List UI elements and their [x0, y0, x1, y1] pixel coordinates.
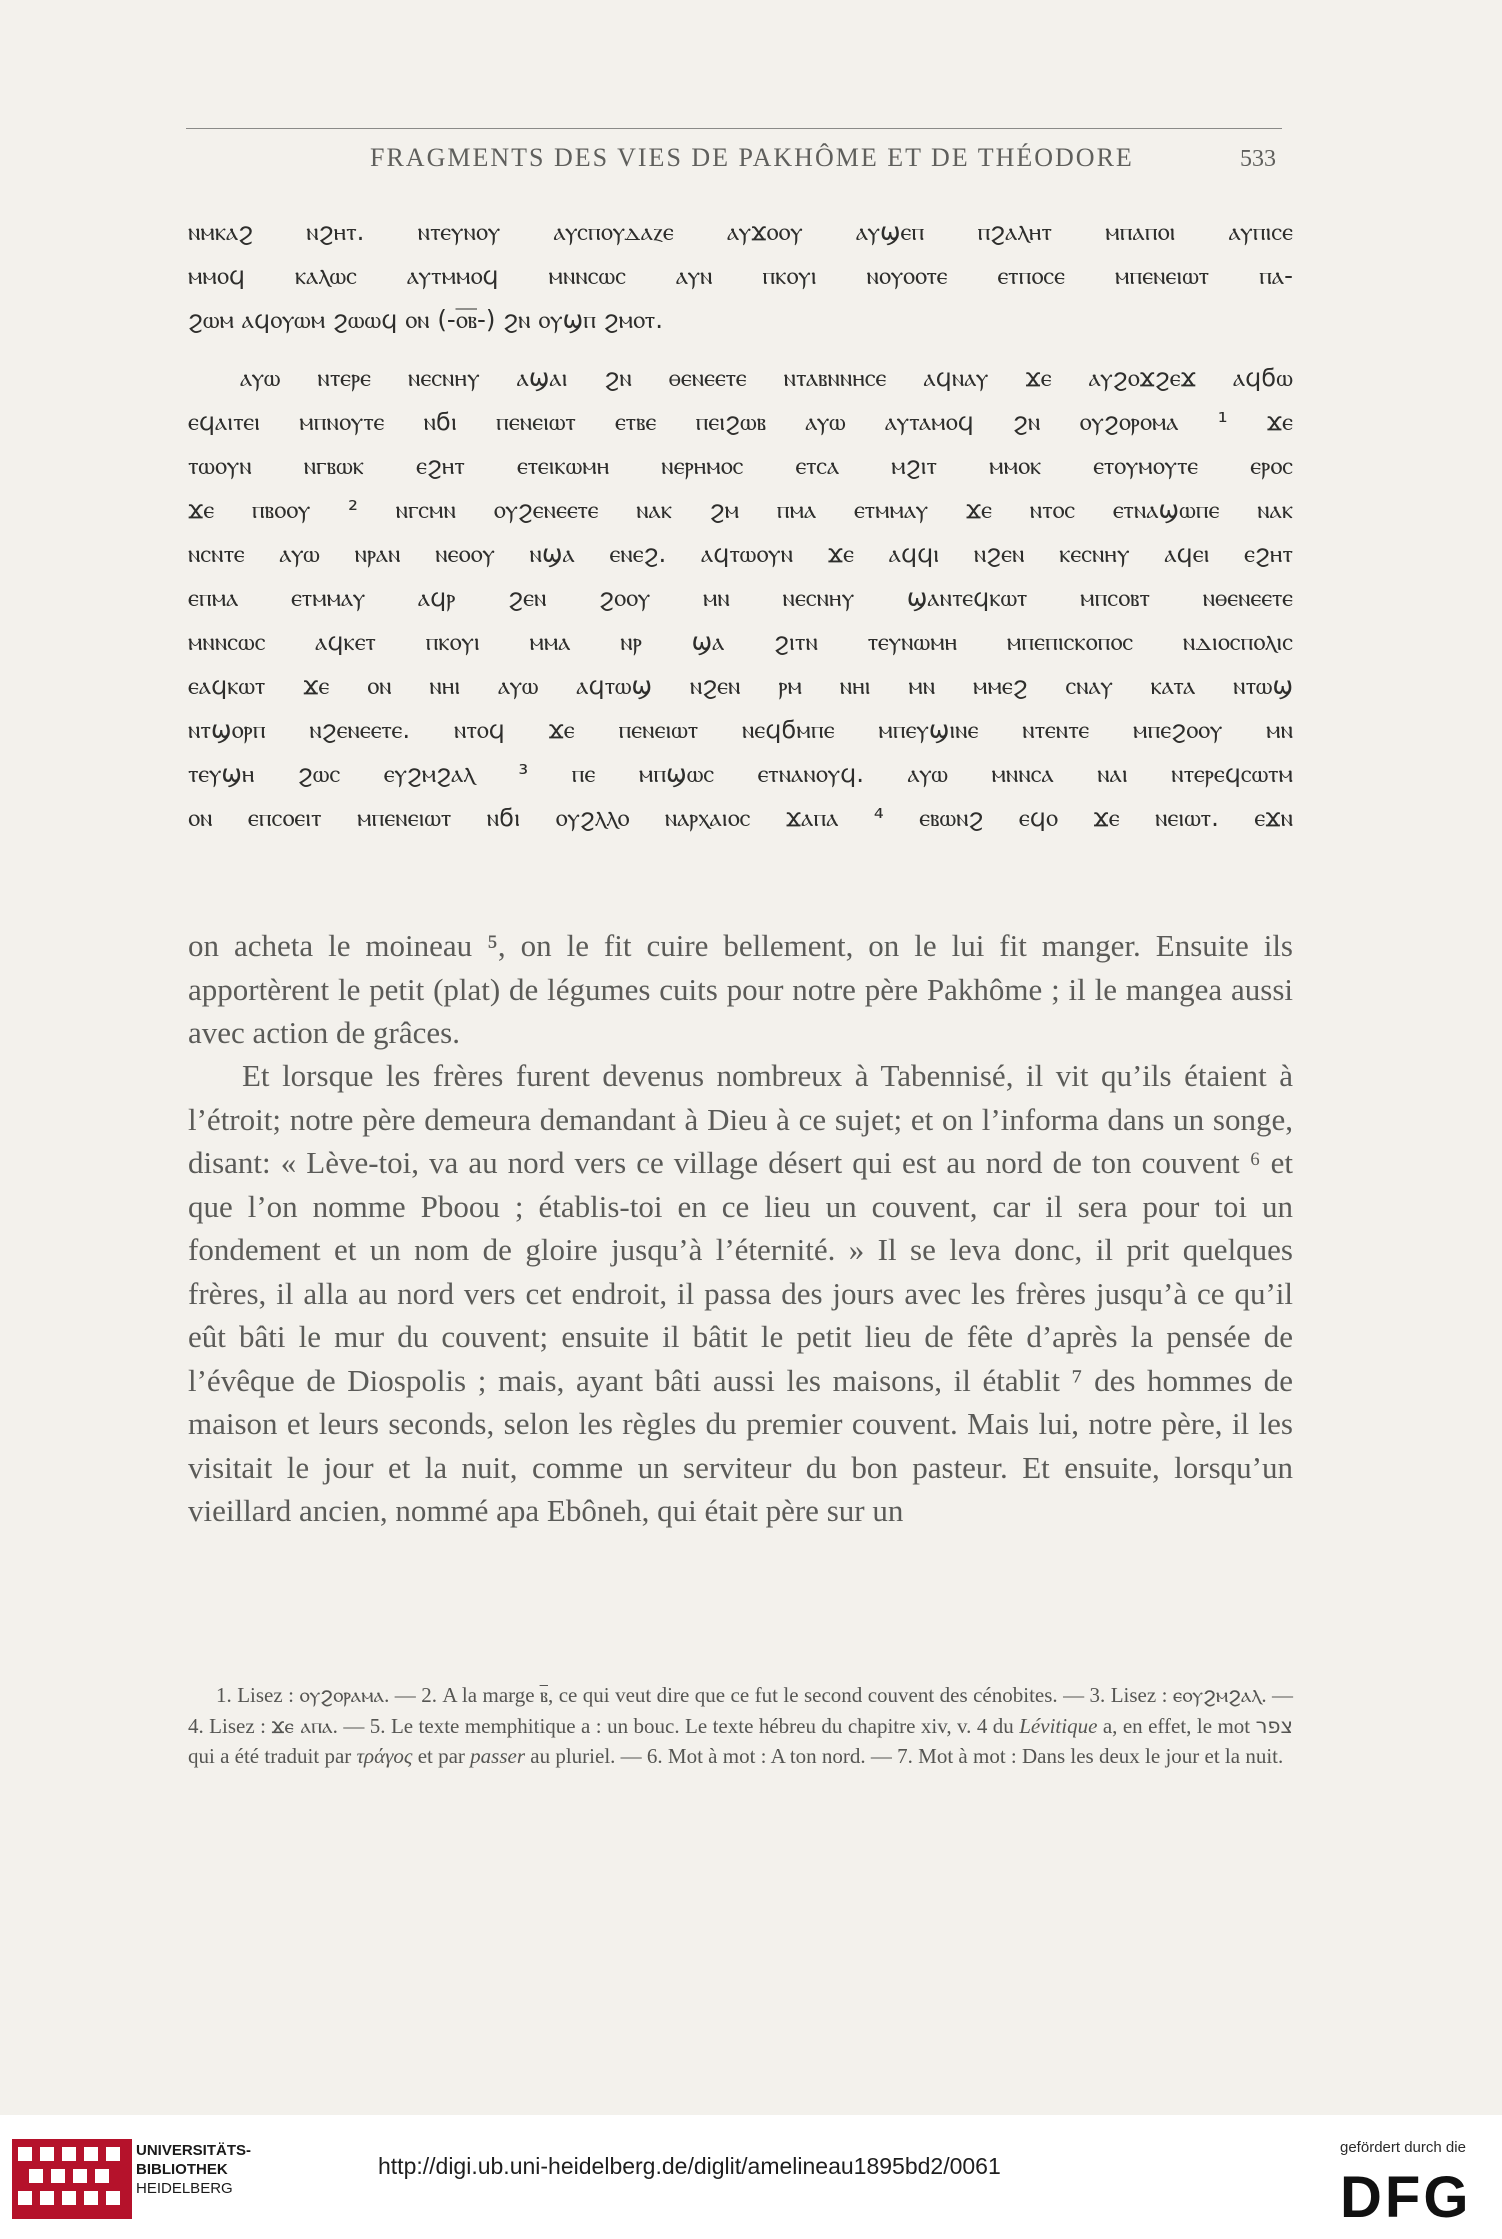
- coptic-line: ⲛⲧϣⲟⲣⲡ ⲛϩⲉⲛⲉⲉⲧⲉ. ⲛⲧⲟϥ ϫⲉ ⲡⲉⲛⲉⲓⲱⲧ ⲛⲉϥϭⲙⲡⲉ ⲙⲡⲉⲩϣⲓⲛⲉ ⲛⲧⲉⲛⲧⲉ ⲙⲡⲉϩⲟⲟⲩ ⲙⲛ: [188, 715, 1293, 744]
- italic-word: passer: [470, 1744, 526, 1768]
- library-name: UNIVERSITÄTS- BIBLIOTHEK HEIDELBERG: [136, 2142, 252, 2197]
- greek-word: τράγος: [356, 1744, 413, 1768]
- ub-heidelberg-logo-icon: [12, 2139, 132, 2219]
- coptic-line: ϫⲉ ⲡⲃⲟⲟⲩ ² ⲛⲅⲥⲙⲛ ⲟⲩϩⲉⲛⲉⲉⲧⲉ ⲛⲁⲕ ϩⲙ ⲡⲙⲁ ⲉⲧⲙⲙⲁⲩ ϫⲉ ⲛⲧⲟⲥ ⲉⲧⲛⲁϣⲱⲡⲉ ⲛⲁⲕ: [188, 495, 1293, 524]
- viewer-footer: [0, 2115, 1502, 2239]
- coptic-line: ⲉϥⲁⲓⲧⲉⲓ ⲙⲡⲛⲟⲩⲧⲉ ⲛϭⲓ ⲡⲉⲛⲉⲓⲱⲧ ⲉⲧⲃⲉ ⲡⲉⲓϩⲱⲃ ⲁⲩⲱ ⲁⲩⲧⲁⲙⲟϥ ϩⲛ ⲟⲩϩⲟⲣⲟⲙⲁ ¹ ϫⲉ: [188, 407, 1293, 436]
- italic-title: Lévitique: [1019, 1713, 1098, 1738]
- coptic-paragraph-2: [188, 356, 1293, 840]
- running-head: FRAGMENTS DES VIES DE PAKHÔME ET DE THÉODORE: [370, 143, 1134, 172]
- coptic-line: ⲛⲥⲛⲧⲉ ⲁⲩⲱ ⲛⲣⲁⲛ ⲛⲉⲟⲟⲩ ⲛϣⲁ ⲉⲛⲉϩ. ⲁϥⲧⲱⲟⲩⲛ ϫⲉ ⲁϥϥⲓ ⲛϩⲉⲛ ⲕⲉⲥⲛⲏⲩ ⲁϥⲉⲓ ⲉϩⲏⲧ: [188, 539, 1293, 568]
- french-text: Et lorsque les frères furent devenus nombreux à Tabennisé, il vit qu’ils étaient à l’étroit; notre père demeura demandant à Dieu à ce sujet; et on l’informa dans un songe, disant: « Lève-toi, va au nord vers ce village désert qui est au nord de ton couvent ⁶ et que l’on nomme Pboou ; établis-toi en ce lieu un couvent, car il sera pour toi un fondement et un nom de gloire jusqu’à l’éternité. » Il se leva donc, il prit quelques frères, il alla au nord vers cet endroit, il passa des jours avec les frères jusqu’à ce qu’il eût bâti le mur du couvent; ensuite il bâtit le petit lieu de fête d’après la pensée de l’évêque de Diospolis ; mais, ayant bâti aussi les maisons, il établit ⁷ des hommes de maison et leurs seconds, selon les règles du premier couvent. Mais lui, notre père, il les visitait le jour et la nuit, comme un serviteur du bon pasteur. Et ensuite, lorsqu’un vieillard ancien, nommé apa Ebôneh, qui était père sur un: [188, 1058, 1293, 1528]
- coptic-line: ⲉⲡⲙⲁ ⲉⲧⲙⲙⲁⲩ ⲁϥⲣ ϩⲉⲛ ϩⲟⲟⲩ ⲙⲛ ⲛⲉⲥⲛⲏⲩ ϣⲁⲛⲧⲉϥⲕⲱⲧ ⲙⲡⲥⲟⲃⲧ ⲛⲑⲉⲛⲉⲉⲧⲉ: [188, 583, 1293, 612]
- coptic-fragment: ϫⲉ ⲁⲡⲁ: [271, 1713, 333, 1738]
- coptic-fragment: ⲟⲩϩⲟⲣⲁⲙⲁ: [299, 1683, 385, 1707]
- funder-label: gefördert durch die: [1340, 2139, 1466, 2156]
- coptic-fragment: ⲃ̅: [540, 1683, 549, 1707]
- coptic-paragraph-1: [188, 210, 1293, 342]
- coptic-line: ϩⲱⲙ ⲁϥⲟⲩⲱⲙ ϩⲱⲱϥ ⲟⲛ (-ⲟ̅ⲃ̅-) ϩⲛ ⲟⲩϣⲡ ϩⲙⲟⲧ.: [188, 305, 664, 334]
- coptic-line: ⲟⲛ ⲉⲡⲥⲟⲉⲓⲧ ⲙⲡⲉⲛⲉⲓⲱⲧ ⲛϭⲓ ⲟⲩϩⲗⲗⲟ ⲛⲁⲣⲭⲁⲓⲟⲥ ϫⲁⲡⲁ ⁴ ⲉⲃⲱⲛϩ ⲉϥⲟ ϫⲉ ⲛⲉⲓⲱⲧ. ⲉϫⲛ: [188, 803, 1293, 832]
- french-paragraph-2: [188, 1054, 1293, 1533]
- coptic-line: ⲧⲉⲩϣⲏ ϩⲱⲥ ⲉⲩϩⲙϩⲁⲗ ³ ⲡⲉ ⲙⲡϣⲱⲥ ⲉⲧⲛⲁⲛⲟⲩϥ. ⲁⲩⲱ ⲙⲛⲛⲥⲁ ⲛⲁⲓ ⲛⲧⲉⲣⲉϥⲥⲱⲧⲙ: [188, 759, 1293, 788]
- permalink-url[interactable]: http://digi.ub.uni-heidelberg.de/diglit/amelineau1895bd2/0061: [378, 2153, 1001, 2179]
- dfg-logo: DFG: [1340, 2165, 1472, 2230]
- coptic-line: ⲉⲁϥⲕⲱⲧ ϫⲉ ⲟⲛ ⲛⲏⲓ ⲁⲩⲱ ⲁϥⲧⲱϣ ⲛϩⲉⲛ ⲣⲙ ⲛⲏⲓ ⲙⲛ ⲙⲙⲉϩ ⲥⲛⲁⲩ ⲕⲁⲧⲁ ⲛⲧⲱϣ: [188, 671, 1293, 700]
- coptic-line: ⲁⲩⲱ ⲛⲧⲉⲣⲉ ⲛⲉⲥⲛⲏⲩ ⲁϣⲁⲓ ϩⲛ ⲑⲉⲛⲉⲉⲧⲉ ⲛⲧⲁⲃⲛⲛⲏⲥⲉ ⲁϥⲛⲁⲩ ϫⲉ ⲁⲩϩⲟϫϩⲉϫ ⲁϥϭⲱ: [240, 363, 1293, 392]
- header-rule: [186, 128, 1282, 129]
- coptic-line: ⲛⲙⲕⲁϩ ⲛϩⲏⲧ. ⲛⲧⲉⲩⲛⲟⲩ ⲁⲩⲥⲡⲟⲩⲇⲁⲍⲉ ⲁⲩϫⲟⲟⲩ ⲁⲩϣⲉⲡ ⲡϩⲁⲗⲏⲧ ⲙⲡⲁⲡⲟⲓ ⲁⲩⲡⲓⲥⲉ: [188, 217, 1293, 246]
- coptic-line: ⲙⲙⲟϥ ⲕⲁⲗⲱⲥ ⲁⲩⲧⲙⲙⲟϥ ⲙⲛⲛⲥⲱⲥ ⲁⲩⲛ ⲡⲕⲟⲩⲓ ⲛⲟⲩⲟⲟⲧⲉ ⲉⲧⲡⲟⲥⲉ ⲙⲡⲉⲛⲉⲓⲱⲧ ⲡⲁ-: [188, 261, 1293, 290]
- coptic-line: ⲙⲛⲛⲥⲱⲥ ⲁϥⲕⲉⲧ ⲡⲕⲟⲩⲓ ⲙⲙⲁ ⲛⲣ ϣⲁ ϩⲓⲧⲛ ⲧⲉⲩⲛⲱⲙⲏ ⲙⲡⲉⲡⲓⲥⲕⲟⲡⲟⲥ ⲛⲇⲓⲟⲥⲡⲟⲗⲓⲥ: [188, 627, 1293, 656]
- french-paragraph-1: [188, 924, 1293, 1055]
- footnote-text: 1. Lisez : ⲟⲩϩⲟⲣⲁⲙⲁ. — 2. A la marge ⲃ̅, ce qui veut dire que ce fut le second couvent des cénobites. — 3. Lisez : ⲉⲟⲩϩⲙϩⲁⲗ. — 4. Lisez : ϫⲉ ⲁⲡⲁ. — 5. Le texte memphitique a : un bouc. Le texte hébreu du chapitre xiv, v. 4 du Lévitique a, en effet, le mot צפר qui a été traduit par τράγος et par passer au pluriel. — 6. Mot à mot : A ton nord. — 7. Mot à mot : Dans les deux le jour et la nuit.: [188, 1683, 1294, 1768]
- coptic-line: ⲧⲱⲟⲩⲛ ⲛⲅⲃⲱⲕ ⲉϩⲏⲧ ⲉⲧⲉⲓⲕⲱⲙⲏ ⲛⲉⲣⲏⲙⲟⲥ ⲉⲧⲥⲁ ⲙϩⲓⲧ ⲙⲙⲟⲕ ⲉⲧⲟⲩⲙⲟⲩⲧⲉ ⲉⲣⲟⲥ: [188, 451, 1293, 480]
- coptic-fragment: ⲉⲟⲩϩⲙϩⲁⲗ: [1172, 1683, 1262, 1707]
- page-number: 533: [1240, 146, 1276, 172]
- hebrew-word: צפר: [1255, 1713, 1294, 1738]
- french-text: on acheta le moineau ⁵, on le fit cuire bellement, on le lui fit manger. Ensuite ils apportèrent le petit (plat) de légumes cuits pour notre père Pakhôme ; il le mangea aussi avec action de grâces.: [188, 928, 1293, 1050]
- footnotes: [188, 1680, 1293, 1772]
